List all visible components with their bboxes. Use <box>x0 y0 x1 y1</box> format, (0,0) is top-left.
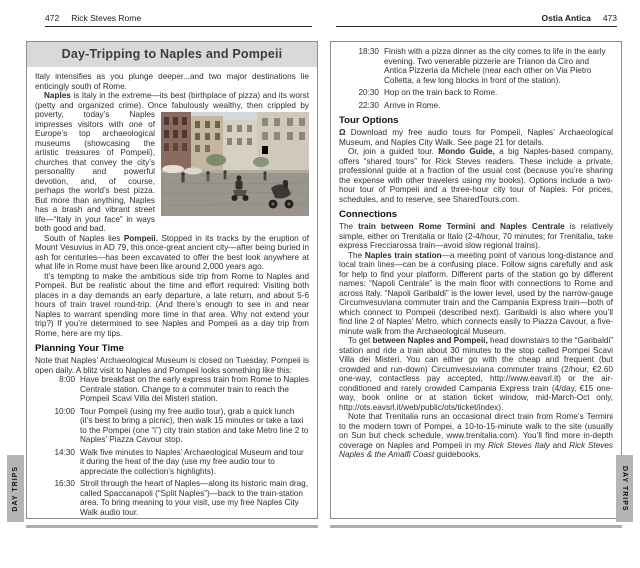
itinerary-text: Arrive in Rome. <box>384 100 441 110</box>
left-header-rule <box>45 26 312 27</box>
sidebar-title: Day-Tripping to Naples and Pompeii <box>27 42 317 67</box>
itinerary-time: 22:30 <box>358 100 379 110</box>
paragraph: Note that Trenitalia runs an occasional direct train from Rome’s Termini to the modern town of Pompei, a 10-to-15-minute walk to the site (usually on Sun but check schedule, www.trenitalia.com). You’ll find more in-depth coverage on Naples and Pompeii in my Rick Steves Italy and Rick Steves Naples & the Amalfi Coast guidebooks. <box>339 412 613 459</box>
itinerary-item <box>35 375 309 404</box>
paragraph: Italy intensifies as you plunge deeper...and two major destinations lie enticingly south of Rome. <box>35 72 309 91</box>
paragraph: Or, join a guided tour. Mondo Guide, a big Naples-based company, offers “shared tours” for Rick Steves readers. These include a private, professional guide at a fraction of the usual cost (because you’re sharing the expense with other travelers using my books). Options include a two-hour tour of Pompeii and a three-hour city tour of Naples. For prices, schedules, and to reserve, see SharedTours.com. <box>339 147 613 204</box>
itinerary-text: Stroll through the heart of Naples—along its historic main drag, called Spaccanapoli (“Split Naples”)—back to the train-station area. To bring meaning to your visit, use my free Naples City Walk audio tour. <box>80 479 309 517</box>
itinerary-text: Tour Pompeii (using my free audio tour), grab a quick lunch (it’s best to bring a picnic), then walk 15 minutes or take a taxi to the Pompei (one “i”) city train station and take Metro line 2 to Naples’ Piazza Cavour stop. <box>80 406 309 444</box>
day-trips-tab-label: DAY TRIPS <box>621 465 628 512</box>
paragraph: To get between Naples and Pompeii, head downstairs to the “Garibaldi” station and ride a train about 30 minutes to the stop called Pompei Scavi Villa dei Misteri. You can either go with the cheap and frequent (but crowded and run-down) Circumvesuviana commuter trains (2/hour, €2.60 one-way, contactless pay accepted, http://www.eavsrl.it) or the air-conditioned and rarely crowded Campania Express train (4/day, €15 one-way, book online or at station ticket window, mid-March-Oct only, http://ots.eavsrl.it/web/public/ots/ticket/index). <box>339 336 613 412</box>
sidebar-left-page <box>26 41 318 519</box>
connections-heading: Connections <box>339 209 398 220</box>
day-trips-tab-right <box>616 455 633 522</box>
itinerary-list-right <box>339 47 613 110</box>
connections-paragraphs <box>339 222 613 460</box>
itinerary-item <box>339 47 613 85</box>
left-page-number: 472 <box>45 13 60 23</box>
itinerary-item <box>35 479 309 517</box>
naples-street-photo-art <box>161 112 309 216</box>
left-bottom-rule <box>26 525 318 528</box>
right-running-head: Ostia Antica <box>541 13 591 23</box>
itinerary-text: Hop on the train back to Rome. <box>384 88 498 97</box>
day-trips-tab-left <box>7 455 24 522</box>
itinerary-list-left <box>35 375 309 517</box>
paragraph: The train between Rome Termini and Naples Centrale is relatively simple, either on Trenitalia or Italo (2-4/hour, 70 minutes; for Trenitalia, take express Frecciarossa train—avoid slow regional trains). <box>339 222 613 250</box>
intro-paragraphs <box>35 72 309 338</box>
paragraph: Ω Download my free audio tours for Pompeii, Naples’ Archaeological Museum, and Naples City Walk. See page 21 for details. <box>339 128 613 147</box>
itinerary-text: Have breakfast on the early express train from Rome to Naples Centrale station. Change to a commuter train to reach the Pompeii Scavi Villa dei Misteri station. <box>80 375 309 403</box>
planning-heading: Planning Your Time <box>35 343 125 354</box>
paragraph: Naples is Italy in the extreme—its best (birthplace of pizza) and its worst (petty and organized crime). Once fabulously wealthy, then crippled by poverty, today’s Naples impresses visitors with one of Europe’s top archaeological museums (showcasing the artistic treasures of Pompeii), churches that convey the city’s personality and powerful devotion, and, of course, perhaps the world’s best pizza. But more than anything, Naples has a brash and vibrant street life—“Italy in your face” in ways both good and bad. <box>35 91 309 233</box>
itinerary-time: 8:00 <box>59 375 75 384</box>
right-bottom-rule <box>330 525 622 528</box>
day-trips-tab-label: DAY TRIPS <box>12 465 19 512</box>
sidebar-right-page <box>330 41 622 519</box>
paragraph: Note that Naples’ Archaeological Museum is closed on Tuesday. Pompeii is open daily. A blitz visit to Naples and Pompeii looks something like this: <box>35 356 309 375</box>
itinerary-time: 10:00 <box>54 406 75 416</box>
planning-intro <box>35 356 309 375</box>
paragraph: It’s tempting to make the ambitious side trip from Rome to Naples and Pompeii. But be realistic about the time and effort required: Visiting both places in a day demands an early departure, a late return, and about 5-6 hours of train travel round-trip. (And there’s enough to see in and near Naples to warrant spending more time in that area. Why not extend your trip?) If you’re determined to see Naples and Pompeii as a day trip from Rome, here are my tips. <box>35 271 309 338</box>
itinerary-time: 18:30 <box>358 47 379 56</box>
right-page-header <box>542 13 617 23</box>
itinerary-item <box>35 407 309 445</box>
itinerary-text: Walk five minutes to Naples’ Archaeological Museum and tour it during the heat of the day (use my free audio tour to appreciate the collection’s highlights). <box>80 447 304 476</box>
left-running-head: Rick Steves Rome <box>71 13 142 23</box>
right-header-rule <box>336 26 617 27</box>
right-page-number: 473 <box>602 13 617 23</box>
itinerary-item <box>339 101 613 111</box>
audio-tour-icon: Ω <box>339 128 351 137</box>
itinerary-text: Finish with a pizza dinner as the city comes to life in the early evening. Two venerable pizzerie are Trianon da Ciro and Antica Pizzeria da Michele (near each other on Via Pietro Colletta, a few long blocks in front of the station). <box>384 47 606 85</box>
naples-street-photo <box>161 112 309 216</box>
left-page-header <box>45 13 141 23</box>
itinerary-item <box>35 448 309 477</box>
paragraph: South of Naples lies Pompeii. Stopped in its tracks by the eruption of Mount Vesuvius in AD 79, this once-great ancient city—after being buried in ash for centuries—has been excavated to offer the best look anywhere at what life in Rome must have been like around 2,000 years ago. <box>35 233 309 271</box>
tour-options-paragraphs <box>339 128 613 204</box>
itinerary-time: 14:30 <box>54 447 75 457</box>
sidebar-left-content <box>27 67 317 519</box>
itinerary-time: 16:30 <box>54 479 75 488</box>
tour-options-heading: Tour Options <box>339 115 399 126</box>
sidebar-right-content <box>331 42 621 466</box>
itinerary-time: 20:30 <box>358 88 379 97</box>
paragraph: The Naples train station—a meeting point of various long-distance and local train lines—can be a confusing place. Follow signs carefully and ask for help to find your platform. Different parts of the station go by different names: “Napoli Centrale” is the main floor with connections to Rome and across Italy. “Napoli Garibaldi” is the lower level, used by the narrow-gauge Circumvesuviana commuter train and the Campania Express train—both of which connect to Pompeii (described next). Garibaldi is also where you’ll find line 2 of Naples’ Metro, which connects easily to Piazza Cavour, a five-minute walk from the Archaeological Museum. <box>339 250 614 336</box>
itinerary-item <box>339 88 613 98</box>
